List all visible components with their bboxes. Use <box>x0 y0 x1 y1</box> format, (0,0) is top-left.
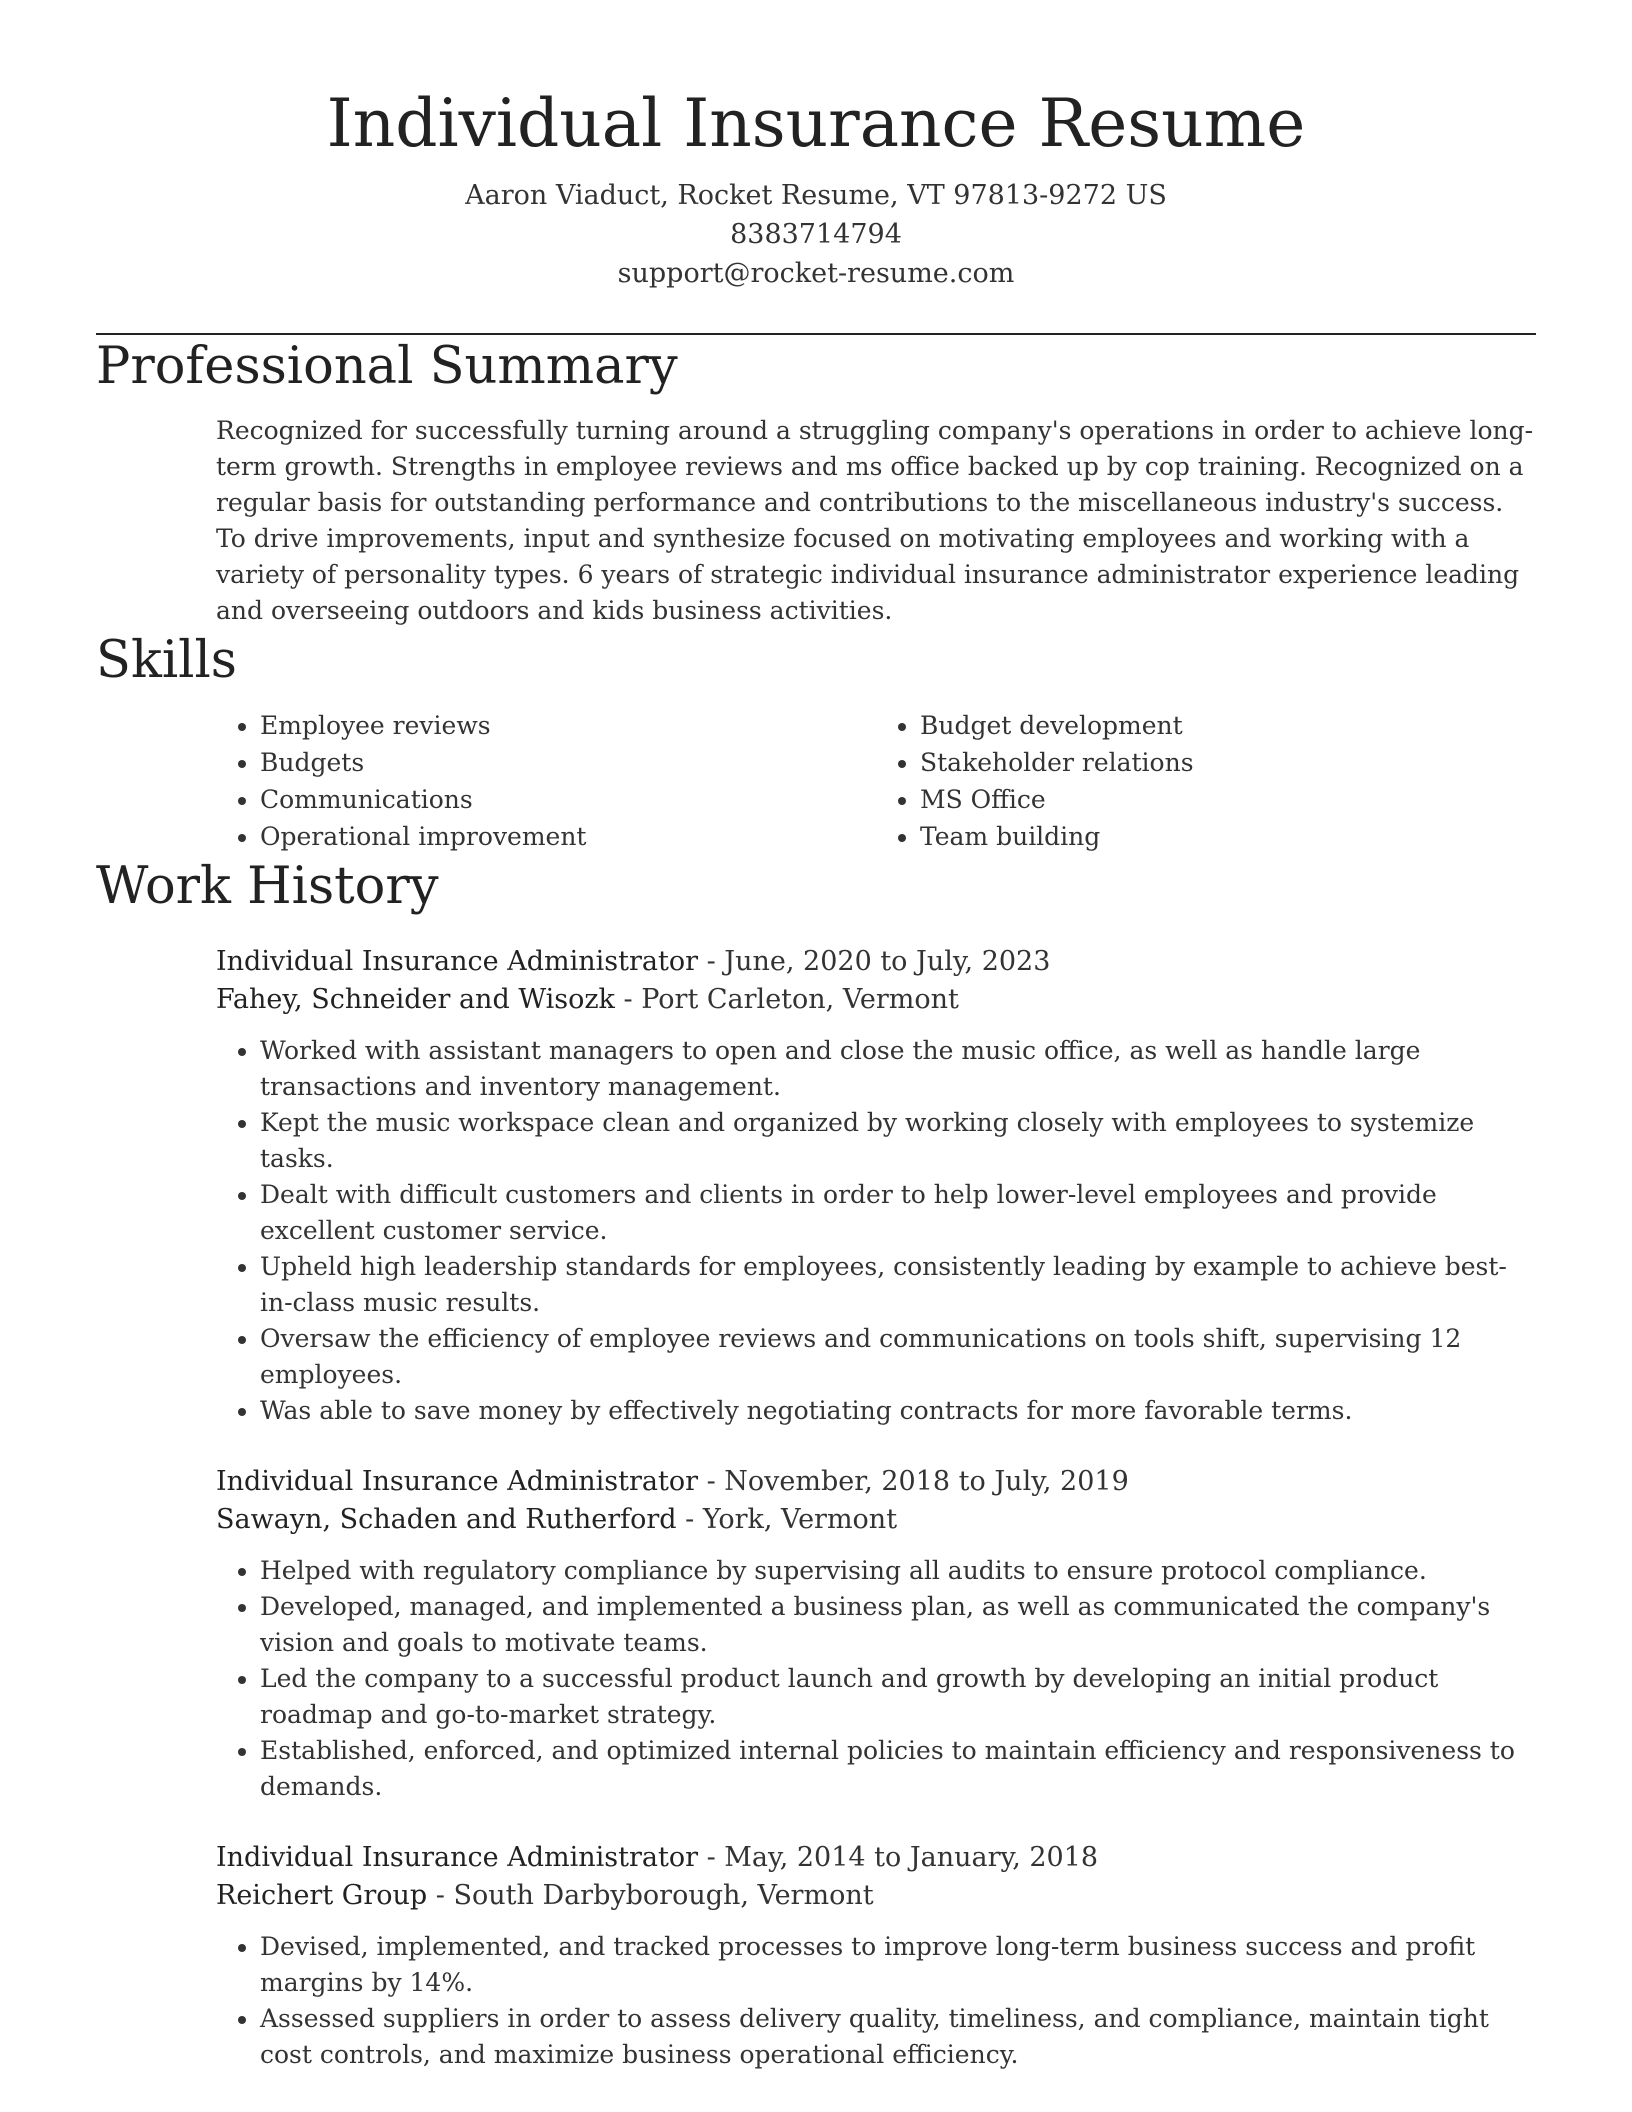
work-history-list <box>216 943 1536 2073</box>
skill-item: • Budget development <box>920 707 1536 744</box>
job-company-line <box>216 1877 1536 1915</box>
job-company-line <box>216 1501 1536 1539</box>
contact-phone: 8383714794 <box>730 219 902 250</box>
skill-item: • Employee reviews <box>260 707 876 744</box>
job-bullet: • Was able to save money by effectively negotiating contracts for more favorable terms. <box>260 1393 1536 1429</box>
skill-item: • MS Office <box>920 781 1536 818</box>
job-entry <box>216 1463 1536 1805</box>
job-role-line <box>216 1463 1536 1501</box>
job-bullet: • Worked with assistant managers to open and close the music office, as well as handle large transactions and inventory management. <box>260 1033 1536 1105</box>
job-location: - York, Vermont <box>676 1504 898 1535</box>
job-bullet: • Upheld high leadership standards for employees, consistently leading by example to achieve best-in-class music results. <box>260 1249 1536 1321</box>
job-entry <box>216 1839 1536 2073</box>
job-company: Sawayn, Schaden and Rutherford <box>216 1504 677 1535</box>
job-role: Individual Insurance Administrator <box>216 946 698 977</box>
job-bullets <box>216 1553 1536 1805</box>
job-role-line <box>216 943 1536 981</box>
skill-item: • Stakeholder relations <box>920 744 1536 781</box>
job-bullet: • Dealt with difficult customers and clients in order to help lower-level employees and provide excellent customer service. <box>260 1177 1536 1249</box>
work-history-heading: Work History <box>96 857 439 916</box>
job-role: Individual Insurance Administrator <box>216 1466 698 1497</box>
job-bullet: • Led the company to a successful product launch and growth by developing an initial product roadmap and go-to-market strategy. <box>260 1661 1536 1733</box>
job-bullet: • Assessed suppliers in order to assess delivery quality, timeliness, and compliance, maintain tight cost controls, and maximize business operational efficiency. <box>260 2001 1536 2073</box>
resume-page <box>96 0 1536 2073</box>
job-bullet: • Developed, managed, and implemented a business plan, as well as communicated the company's vision and goals to motivate teams. <box>260 1589 1536 1661</box>
skills-grid <box>216 707 1536 855</box>
job-bullet: • Established, enforced, and optimized internal policies to maintain efficiency and responsiveness to demands. <box>260 1733 1536 1805</box>
summary-text: Recognized for successfully turning around a struggling company's operations in order to achieve long-term growth. Strengths in employee reviews and ms office backed up by cop training. Recognized on a regular basis for outstanding performance and contributions to the miscellaneous industry's success. To drive improvements, input and synthesize focused on motivating employees and working with a variety of personality types. 6 years of strategic individual insurance administrator experience leading and overseeing outdoors and kids business activities. <box>216 416 1534 625</box>
job-dates: - November, 2018 to July, 2019 <box>698 1466 1129 1497</box>
job-bullet: • Oversaw the efficiency of employee reviews and communications on tools shift, supervising 12 employees. <box>260 1321 1536 1393</box>
contact-email: support@rocket-resume.com <box>617 258 1015 289</box>
job-location: - Port Carleton, Vermont <box>614 984 959 1015</box>
resume-title: Individual Insurance Resume <box>326 85 1306 162</box>
job-company: Reichert Group <box>216 1880 428 1911</box>
skills-list-left <box>216 707 876 855</box>
job-bullets <box>216 1929 1536 2073</box>
skill-item: • Operational improvement <box>260 818 876 855</box>
skill-item: • Communications <box>260 781 876 818</box>
job-bullet: • Kept the music workspace clean and organized by working closely with employees to systemize tasks. <box>260 1105 1536 1177</box>
job-bullet: • Helped with regulatory compliance by supervising all audits to ensure protocol compliance. <box>260 1553 1536 1589</box>
job-location: - South Darbyborough, Vermont <box>427 1880 874 1911</box>
contact-address: Aaron Viaduct, Rocket Resume, VT 97813-9272 US <box>465 180 1167 211</box>
job-company: Fahey, Schneider and Wisozk <box>216 984 615 1015</box>
skill-item: • Budgets <box>260 744 876 781</box>
resume-header <box>96 0 1536 293</box>
job-entry <box>216 943 1536 1429</box>
skills-heading: Skills <box>96 631 237 690</box>
job-bullets <box>216 1033 1536 1429</box>
job-role: Individual Insurance Administrator <box>216 1842 698 1873</box>
job-dates: - June, 2020 to July, 2023 <box>698 946 1051 977</box>
skill-item: • Team building <box>920 818 1536 855</box>
job-bullet: • Devised, implemented, and tracked processes to improve long-term business success and profit margins by 14%. <box>260 1929 1536 2001</box>
contact-block <box>96 176 1536 293</box>
job-role-line <box>216 1839 1536 1877</box>
job-dates: - May, 2014 to January, 2018 <box>698 1842 1099 1873</box>
skills-list-right <box>876 707 1536 855</box>
job-company-line <box>216 981 1536 1019</box>
summary-heading: Professional Summary <box>96 337 678 396</box>
